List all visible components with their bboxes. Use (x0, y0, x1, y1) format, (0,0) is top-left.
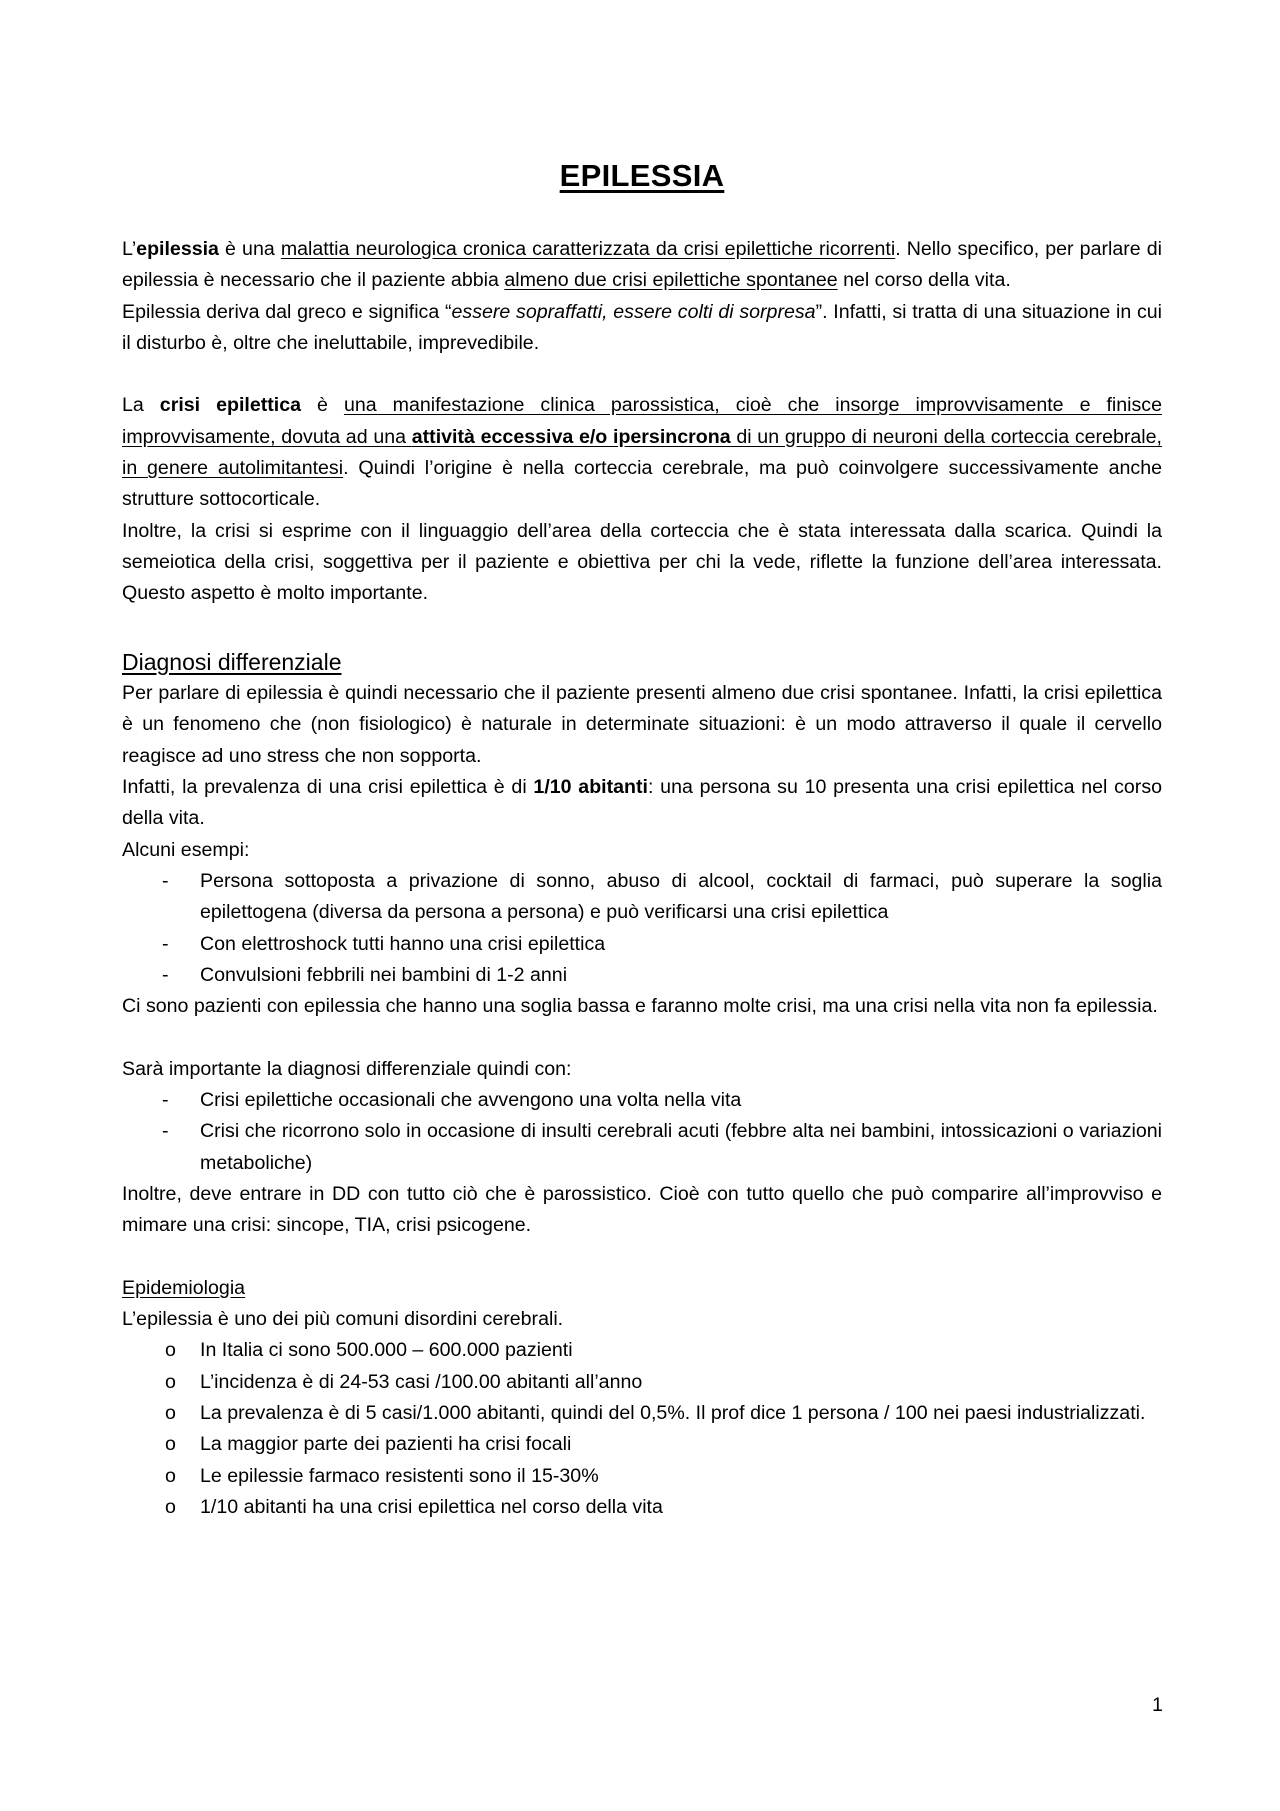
text-run: . Nello specifico, per parlare di epilessia è necessario che il paziente abbia (122, 238, 1162, 292)
blank-line (122, 359, 1162, 390)
section-heading-epidemiologia: Epidemiologia (122, 1276, 246, 1299)
text-run: nel corso della vita. (837, 269, 1011, 292)
list-item (122, 1429, 1162, 1460)
epidemiologia-intro: L’epilessia è uno dei più comuni disordini cerebrali. (122, 1308, 564, 1331)
circle-bullet: o (165, 1495, 176, 1518)
underlined-phrase: una manifestazione clinica parossistica, cioè che insorge improvvisamente e finisce improvvisamente, dovuta ad una (122, 394, 1162, 448)
list-item (122, 1085, 1162, 1116)
prevalence-paragraph (122, 772, 1162, 835)
list-item-text: In Italia ci sono 500.000 – 600.000 pazienti (200, 1339, 573, 1362)
dd-intro: Sarà importante la diagnosi differenziale quindi con: (122, 1057, 572, 1080)
text-run: La (122, 394, 160, 417)
dash-bullet: - (162, 1089, 169, 1112)
text-run: è una (218, 238, 281, 260)
list-item-text: 1/10 abitanti ha una crisi epilettica nel corso della vita (200, 1495, 663, 1518)
text-run: Epilessia deriva dal greco e significa “ (122, 300, 452, 323)
text-run: Infatti, la prevalenza di una crisi epilettica è di (122, 776, 534, 799)
circle-bullet: o (165, 1401, 176, 1424)
intro-paragraph (122, 234, 1162, 297)
blank-line (122, 1242, 1162, 1273)
dash-bullet: - (162, 1120, 169, 1143)
circle-bullet: o (165, 1339, 176, 1362)
page-number: 1 (1152, 1694, 1163, 1716)
text-run: : una persona su 10 presenta una crisi epilettica nel corso della vita. (122, 776, 1163, 830)
list-item-text: Con elettroshock tutti hanno una crisi epilettica (200, 932, 606, 955)
bold-term: epilessia (136, 238, 219, 260)
document-body (122, 234, 1162, 1523)
list-item (122, 1492, 1162, 1523)
crisi-semeiotica-paragraph: Inoltre, la crisi si esprime con il linguaggio dell’area della corteccia che è stata interessata dalla scarica. Quindi la semeiotica della crisi, soggettiva per il paziente e obiettiva per chi la vede, riflette la funzione dell’area interessata. Questo aspetto è molto importante. (122, 519, 1162, 605)
list-item (122, 929, 1162, 960)
diagnosi-paragraph: Per parlare di epilessia è quindi necessario che il paziente presenti almeno due crisi spontanee. Infatti, la crisi epilettica è un fenomeno che (non fisiologico) è naturale in determinate situazioni: è un modo attraverso il quale il cervello reagisce ad uno stress che non sopporta. (122, 682, 1162, 767)
italic-phrase: essere sopraffatti, essere colti di sorpresa (451, 300, 816, 323)
dash-bullet: - (162, 963, 169, 986)
list-item (122, 866, 1162, 929)
dd-list (122, 1085, 1162, 1179)
section-heading-diagnosi: Diagnosi differenziale (122, 648, 342, 675)
crisi-definition-paragraph (122, 390, 1162, 515)
list-item (122, 1461, 1162, 1492)
bold-term: 1/10 abitanti (533, 776, 648, 799)
dash-bullet: - (162, 932, 169, 955)
circle-bullet: o (165, 1370, 176, 1393)
list-item-text: Convulsioni febbrili nei bambini di 1-2 anni (200, 963, 568, 986)
dd-paragraph: Inoltre, deve entrare in DD con tutto ciò che è parossistico. Cioè con tutto quello che può comparire all’improvviso e mimare una crisi: sincope, TIA, crisi psicogene. (122, 1182, 1162, 1237)
blank-line (122, 1022, 1162, 1053)
list-item (122, 1116, 1162, 1179)
circle-bullet: o (165, 1464, 176, 1487)
list-item (122, 960, 1162, 991)
list-item-text: La maggior parte dei pazienti ha crisi focali (200, 1433, 572, 1456)
epidemiologia-list (122, 1335, 1162, 1523)
list-item-text: Crisi che ricorrono solo in occasione di insulti cerebrali acuti (febbre alta nei bambini, intossicazioni o variazioni metaboliche) (200, 1120, 1162, 1174)
list-item-text: Le epilessie farmaco resistenti sono il 15-30% (200, 1464, 599, 1487)
examples-intro: Alcuni esempi: (122, 838, 250, 861)
text-run: . Quindi l’origine è nella corteccia cerebrale, ma può coinvolgere successivamente anche strutture sottocorticale. (122, 457, 1162, 511)
text-run: è (301, 394, 344, 417)
list-item-text: Persona sottoposta a privazione di sonno, abuso di alcool, cocktail di farmaci, può superare la soglia epilettogena (diversa da persona a persona) e può verificarsi una crisi epilettica (200, 869, 1162, 924)
bold-term: crisi epilettica (159, 394, 302, 417)
dash-bullet: - (162, 869, 169, 892)
underlined-phrase: malattia neurologica cronica caratterizzata da crisi epilettiche ricorrenti (280, 238, 896, 260)
threshold-paragraph: Ci sono pazienti con epilessia che hanno una soglia bassa e faranno molte crisi, ma una crisi nella vita non fa epilessia. (122, 995, 1158, 1018)
circle-bullet: o (165, 1433, 176, 1456)
list-item-text: Crisi epilettiche occasionali che avvengono una volta nella vita (200, 1089, 742, 1112)
examples-list (122, 866, 1162, 991)
list-item-text: L’incidenza è di 24-53 casi /100.00 abitanti all’anno (200, 1370, 643, 1393)
text-run: L’ (122, 238, 137, 260)
underlined-phrase: almeno due crisi epilettiche spontanee (504, 269, 838, 292)
list-item (122, 1335, 1162, 1366)
list-item (122, 1398, 1162, 1429)
list-item (122, 1367, 1162, 1398)
text-run: ”. Infatti, si tratta di una situazione in cui il disturbo è, oltre che ineluttabile, imprevedibile. (122, 300, 1162, 354)
list-item-text: La prevalenza è di 5 casi/1.000 abitanti, quindi del 0,5%. Il prof dice 1 persona / 100 nei paesi industrializzati. (200, 1401, 1146, 1424)
blank-line (122, 610, 1162, 641)
underlined-phrase: di un gruppo di neuroni della corteccia cerebrale, in genere autolimitantesi (122, 425, 1162, 480)
bold-underlined-phrase: attività eccessiva e/o ipersincrona (411, 425, 731, 448)
page-title: EPILESSIA (559, 158, 725, 193)
etymology-paragraph (122, 297, 1162, 360)
